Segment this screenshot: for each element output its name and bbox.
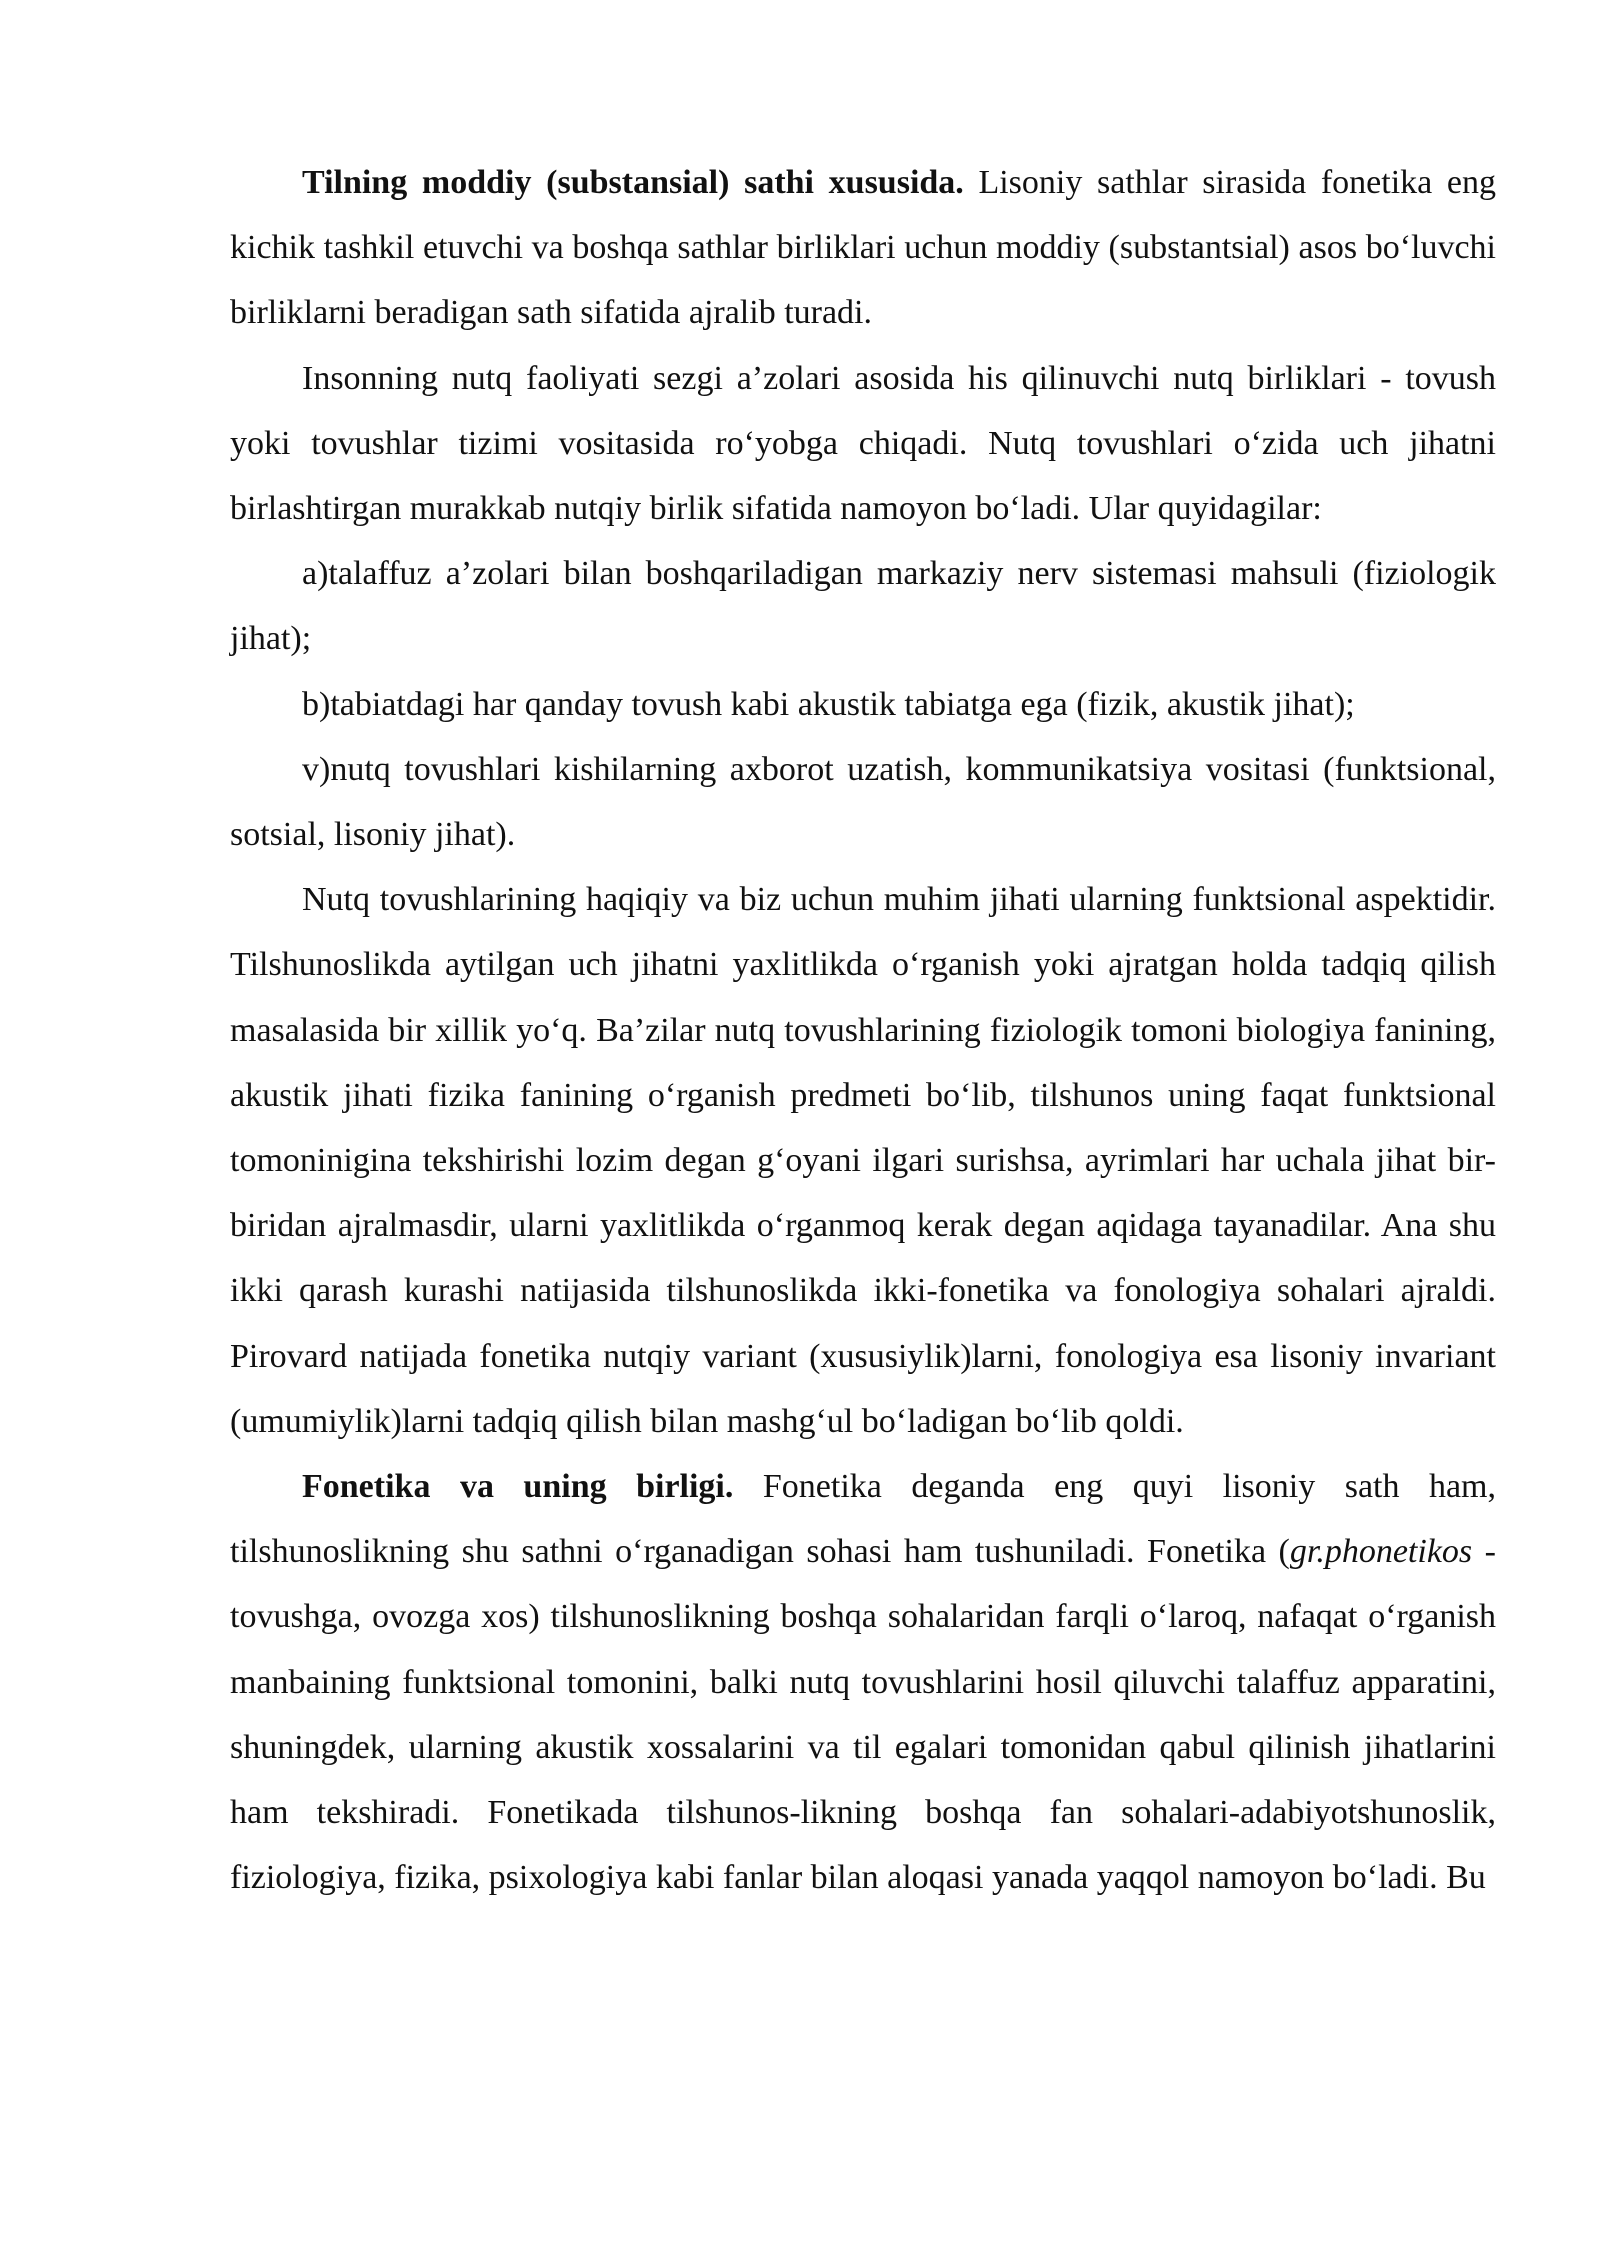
paragraph-funktsional-aspekt: Nutq tovushlarining haqiqiy va biz uchun muhim jihati ularning funktsional aspektidir. Tilshunoslikda aytilgan uch jihatni yaxlitlikda o‘rganish yoki ajratgan holda tadqiq qilish masalasida bir xillik yo‘q. Ba’zilar nutq tovushlarining fiziologik tomoni biologiya fanining, akustik jihati fizika fanining o‘rganish predmeti bo‘lib, tilshunos uning faqat funktsional tomoninigina tekshirishi lozim degan g‘oyani ilgari surishsa, ayrimlari har uchala jihat bir-biridan ajralmasdir, ularni yaxlitlikda o‘rganmoq kerak degan aqidaga tayanadilar. Ana shu ikki qarash kurashi natijasida tilshunoslikda ikki-fonetika va fonologiya sohalari ajraldi. Pirovard natijada fonetika nutqiy variant (xususiylik)larni, fonologiya esa lisoniy invariant (umumiylik)larni tadqiq qilish bilan mashg‘ul bo‘ladigan bo‘lib qoldi.: [230, 881, 1496, 1440]
paragraph-substansial-sath: [230, 150, 1496, 346]
paragraph-text: Fonetika deganda eng quyi lisoniy sath ham, tilshunoslikning shu sathni o‘rganadigan sohasi ham tushuniladi. Fonetika (: [230, 1468, 1497, 1571]
paragraph-text: - tovushga, ovozga xos) tilshunoslikning boshqa sohalaridan farqli o‘laroq, nafaqat o‘rganish manbaining funktsional tomonini, balki nutq tovushlarini hosil qiluvchi talaffuz apparatini, shuningdek, ularning akustik xossalarini va til egalari tomonidan qabul qilinish jihatlarini ham tekshiradi. Fonetikada tilshunos-likning boshqa fan sohalari-adabiyotshunoslik, fiziologiya, fizika, psixologiya kabi fanlar bilan aloqasi yanada yaqqol namoyon bo‘ladi. Bu: [230, 1533, 1496, 1897]
paragraph-nutq-faoliyati: Insonning nutq faoliyati sezgi a’zolari asosida his qilinuvchi nutq birliklari - tovush yoki tovushlar tizimi vositasida ro‘yobga chiqadi. Nutq tovushlari o‘zida uch jihatni birlashtirgan murakkab nutqiy birlik sifatida namoyon bo‘ladi. Ular quyidagilar:: [230, 359, 1496, 528]
greek-term: gr.phonetikos: [1289, 1533, 1473, 1571]
section-heading-fonetika: Fonetika va uning birligi.: [302, 1468, 734, 1506]
list-item-v: v)nutq tovushlari kishilarning axborot uzatish, kommunikatsiya vositasi (funktsional, sotsial, lisoniy jihat).: [230, 750, 1496, 854]
list-item-a: a)talaffuz a’zolari bilan boshqariladigan markaziy nerv sistemasi mahsuli (fiziologik jihat);: [230, 555, 1496, 658]
list-item-b: b)tabiatdagi har qanday tovush kabi akustik tabiatga ega (fizik, akustik jihat);: [302, 685, 1355, 723]
section-heading-substansial: Tilning moddiy (substansial) sathi xususida.: [302, 164, 964, 201]
paragraph-text: Lisoniy sathlar sirasida fonetika eng kichik tashkil etuvchi va boshqa sathlar birliklari uchun moddiy (substantsial) asos bo‘luvchi birliklarni beradigan sath sifatida ajralib turadi.: [230, 164, 1496, 332]
paragraph-fonetika-birligi: [230, 1454, 1496, 1910]
